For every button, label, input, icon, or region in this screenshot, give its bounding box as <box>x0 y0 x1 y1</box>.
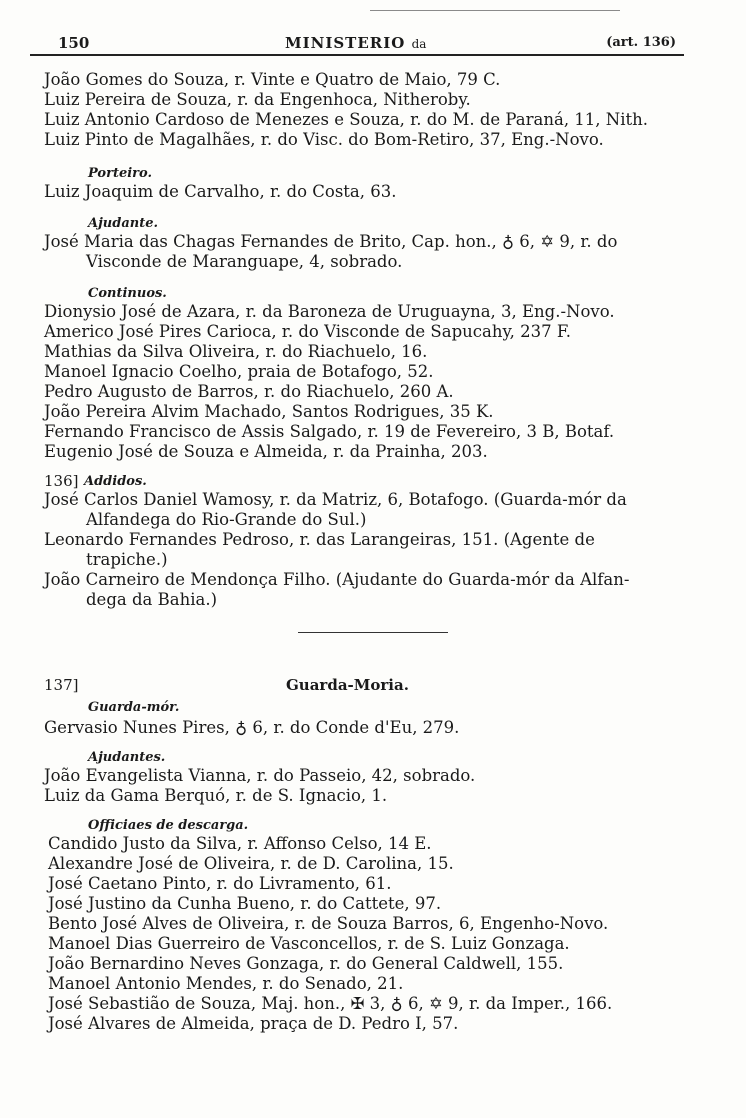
entry-line: Gervasio Nunes Pires, ♁ 6, r. do Conde d'Eu, 279. <box>44 718 460 737</box>
section-heading-ajudantes: Ajudantes. <box>88 750 166 765</box>
article-reference: (art. 136) <box>606 35 676 50</box>
section-heading-continuos: Continuos. <box>88 286 167 301</box>
entry-line: José Carlos Daniel Wamosy, r. da Matriz, 6, Botafogo. (Guarda-mór da <box>44 490 627 509</box>
entry-line: Bento José Alves de Oliveira, r. de Souza Barros, 6, Engenho-Novo. <box>48 914 609 933</box>
entry-line: João Evangelista Vianna, r. do Passeio, 42, sobrado. <box>44 766 476 785</box>
entry-line: Luiz Pereira de Souza, r. da Engenhoca, Nitheroby. <box>44 90 471 109</box>
entry-line-continuation: trapiche.) <box>86 550 168 569</box>
running-title <box>285 34 426 52</box>
entry-line: Fernando Francisco de Assis Salgado, r. 19 de Fevereiro, 3 B, Botaf. <box>44 422 615 441</box>
entry-line: Eugenio José de Souza e Almeida, r. da Prainha, 203. <box>44 442 488 461</box>
entry-line-continuation: dega da Bahia.) <box>86 590 218 609</box>
entry-line: Pedro Augusto de Barros, r. do Riachuelo, 260 A. <box>44 382 454 401</box>
running-title-suffix: da <box>411 37 427 51</box>
entry-line-continuation: Alfandega do Rio-Grande do Sul.) <box>86 510 367 529</box>
section-heading-officiaes: Officiaes de descarga. <box>88 818 249 833</box>
entry-line: José Alvares de Almeida, praça de D. Pedro I, 57. <box>48 1014 459 1033</box>
entry-line: Candido Justo da Silva, r. Affonso Celso, 14 E. <box>48 834 432 853</box>
article-number-137: 137] <box>44 676 79 694</box>
entry-line: João Gomes do Souza, r. Vinte e Quatro de Maio, 79 C. <box>44 70 501 89</box>
entry-line: Leonardo Fernandes Pedroso, r. das Larangeiras, 151. (Agente de <box>44 530 595 549</box>
entry-line: João Carneiro de Mendonça Filho. (Ajudante do Guarda-mór da Alfan- <box>44 570 630 589</box>
entry-line: José Sebastião de Souza, Maj. hon., ✠ 3, ♁ 6, ✡ 9, r. da Imper., 166. <box>48 994 613 1013</box>
page-number: 150 <box>58 34 90 52</box>
page-header <box>30 34 684 56</box>
section-heading-ajudante: Ajudante. <box>88 216 159 231</box>
entry-line: José Justino da Cunha Bueno, r. do Cattete, 97. <box>48 894 442 913</box>
running-title-text: MINISTERIO <box>285 34 406 52</box>
section-title-guarda-moria: Guarda-Moria. <box>286 676 409 694</box>
section-divider <box>298 632 448 633</box>
entry-line: Alexandre José de Oliveira, r. de D. Carolina, 15. <box>48 854 454 873</box>
entry-line: Manoel Ignacio Coelho, praia de Botafogo, 52. <box>44 362 434 381</box>
entry-line: Luiz Pinto de Magalhães, r. do Visc. do Bom-Retiro, 37, Eng.-Novo. <box>44 130 604 149</box>
entry-line: José Maria das Chagas Fernandes de Brito, Cap. hon., ♁ 6, ✡ 9, r. do <box>44 232 618 251</box>
entry-line: Luiz Joaquim de Carvalho, r. do Costa, 63. <box>44 182 397 201</box>
top-rule <box>370 10 620 11</box>
section-heading-porteiro: Porteiro. <box>88 166 152 181</box>
entry-line: Luiz Antonio Cardoso de Menezes e Souza, r. do M. de Paraná, 11, Nith. <box>44 110 649 129</box>
entry-line: Manoel Antonio Mendes, r. do Senado, 21. <box>48 974 404 993</box>
entry-line: João Pereira Alvim Machado, Santos Rodrigues, 35 K. <box>44 402 494 421</box>
entry-line-continuation: Visconde de Maranguape, 4, sobrado. <box>86 252 403 271</box>
entry-line: José Caetano Pinto, r. do Livramento, 61. <box>48 874 392 893</box>
entry-line: Mathias da Silva Oliveira, r. do Riachuelo, 16. <box>44 342 428 361</box>
article-number-136: 136] <box>44 472 79 490</box>
entry-line: Manoel Dias Guerreiro de Vasconcellos, r. de S. Luiz Gonzaga. <box>48 934 570 953</box>
entry-line: Dionysio José de Azara, r. da Baroneza de Uruguayna, 3, Eng.-Novo. <box>44 302 615 321</box>
entry-line: João Bernardino Neves Gonzaga, r. do General Caldwell, 155. <box>48 954 564 973</box>
entry-line: Americo José Pires Carioca, r. do Visconde de Sapucahy, 237 F. <box>44 322 571 341</box>
entry-line: Luiz da Gama Berquó, r. de S. Ignacio, 1. <box>44 786 388 805</box>
section-heading-addidos: Addidos. <box>84 474 147 489</box>
section-heading-guarda-mor: Guarda-mór. <box>88 700 180 715</box>
